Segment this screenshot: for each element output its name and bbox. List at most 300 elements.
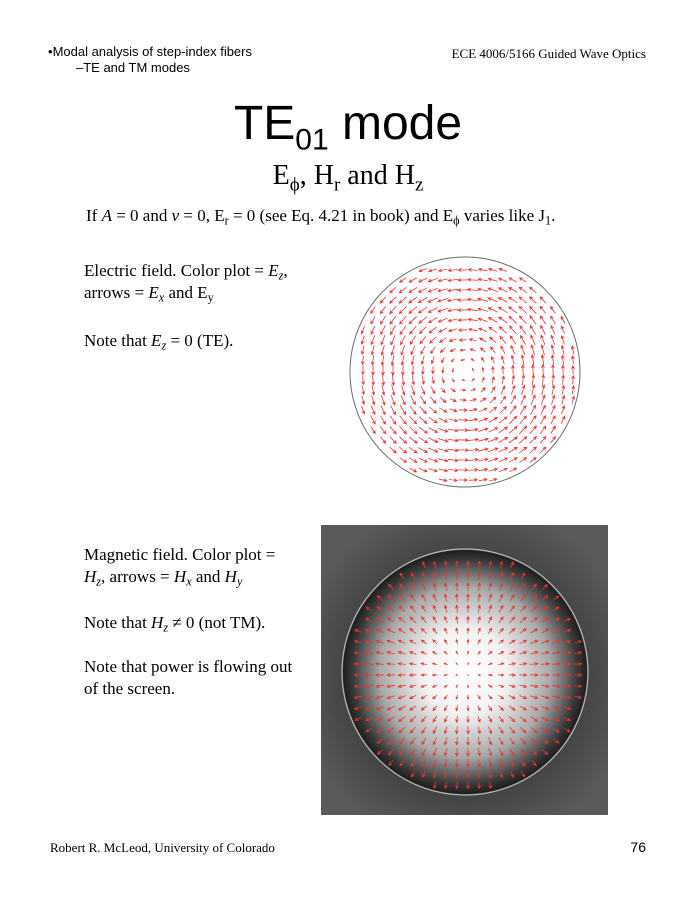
- author-footer: Robert R. McLeod, University of Colorado: [50, 840, 275, 855]
- field-arrow: [541, 365, 544, 375]
- magnetic-line1: Magnetic field. Color plot =: [84, 545, 276, 564]
- magnetic-field-arrows: [354, 561, 581, 788]
- field-arrow: [391, 395, 395, 405]
- field-arrow: [488, 288, 498, 292]
- field-arrow: [469, 328, 477, 331]
- field-arrow: [401, 395, 405, 404]
- field-arrow: [482, 358, 485, 363]
- field-arrow: [530, 405, 535, 414]
- field-arrow: [499, 458, 508, 462]
- field-arrow: [362, 366, 365, 375]
- field-arrow: [521, 395, 526, 404]
- field-arrow: [382, 385, 385, 395]
- field-arrow: [541, 335, 545, 345]
- field-arrow: [499, 268, 507, 271]
- field-arrow: [540, 437, 546, 444]
- field-arrow: [479, 478, 487, 481]
- field-arrow: [499, 317, 507, 323]
- field-arrow: [478, 308, 488, 311]
- field-arrow: [371, 345, 374, 354]
- field-arrow: [450, 399, 456, 402]
- field-arrow: [448, 309, 458, 312]
- field-arrow: [449, 419, 458, 422]
- field-arrow: [520, 316, 527, 324]
- field-arrow: [499, 427, 508, 433]
- field-arrow: [509, 447, 517, 452]
- field-arrow: [452, 378, 454, 381]
- field-arrow: [429, 317, 438, 322]
- field-arrow: [428, 298, 438, 302]
- field-arrow: [459, 339, 466, 342]
- field-arrow: [512, 376, 515, 385]
- field-arrow: [498, 437, 507, 442]
- field-arrow: [531, 365, 534, 375]
- field-arrow: [478, 318, 487, 322]
- field-arrow: [519, 447, 527, 453]
- electric-line2: arrows = $E_x$ and $E_y$: [84, 283, 214, 305]
- field-arrow: [451, 358, 454, 361]
- field-arrow: [399, 437, 406, 444]
- field-arrow: [468, 428, 478, 431]
- field-arrow: [468, 298, 478, 301]
- field-arrow: [459, 479, 467, 482]
- field-arrow: [521, 345, 525, 355]
- field-arrow: [572, 366, 575, 374]
- field-arrow: [440, 398, 446, 403]
- field-arrow: [519, 426, 526, 433]
- field-arrow: [419, 269, 426, 272]
- field-arrow: [490, 337, 496, 343]
- field-arrow: [401, 345, 405, 355]
- field-arrow: [448, 439, 458, 442]
- field-arrow: [530, 297, 537, 303]
- field-arrow: [489, 268, 497, 271]
- field-arrow: [488, 278, 497, 281]
- field-arrow: [551, 437, 556, 443]
- field-arrow: [440, 338, 447, 343]
- field-arrow: [468, 288, 478, 291]
- field-arrow: [520, 278, 527, 282]
- field-arrow: [372, 395, 375, 404]
- field-arrow: [439, 269, 448, 272]
- field-arrow: [442, 367, 445, 373]
- field-arrow: [438, 449, 448, 452]
- field-arrow: [499, 327, 506, 334]
- field-arrow: [461, 389, 466, 391]
- field-arrow: [489, 407, 496, 412]
- field-arrow: [419, 297, 428, 302]
- field-arrow: [481, 348, 486, 352]
- field-arrow: [491, 387, 495, 393]
- field-arrow: [541, 355, 544, 365]
- field-arrow: [471, 389, 476, 391]
- field-arrow: [541, 326, 546, 335]
- field-arrow: [399, 297, 406, 303]
- field-arrow: [371, 316, 375, 324]
- field-arrow: [381, 355, 384, 365]
- field-arrow: [468, 278, 478, 281]
- field-arrow: [371, 427, 375, 434]
- field-arrow: [448, 429, 458, 432]
- field-arrow: [458, 429, 468, 432]
- field-arrow: [551, 307, 556, 314]
- field-arrow: [438, 459, 448, 462]
- field-arrow: [448, 459, 458, 462]
- field-arrow: [498, 448, 507, 453]
- hz-color-map: [343, 550, 587, 794]
- field-arrow: [371, 406, 375, 415]
- field-arrow: [561, 355, 564, 364]
- field-arrow: [561, 346, 564, 355]
- field-arrow: [400, 458, 407, 463]
- field-arrow: [472, 379, 475, 382]
- field-arrow: [429, 469, 437, 472]
- field-arrow: [372, 375, 375, 385]
- field-arrow: [502, 376, 505, 384]
- field-arrow: [509, 437, 517, 443]
- field-arrow: [419, 468, 427, 472]
- field-arrow: [430, 397, 436, 403]
- field-arrow: [380, 297, 385, 303]
- field-arrow: [468, 468, 477, 471]
- field-arrow: [531, 345, 535, 355]
- field-arrow: [410, 326, 417, 334]
- field-arrow: [489, 468, 498, 471]
- field-arrow: [552, 395, 556, 404]
- field-arrow: [421, 366, 424, 374]
- field-arrow: [390, 287, 396, 292]
- field-arrow: [509, 468, 516, 472]
- field-arrow: [361, 356, 364, 365]
- field-arrow: [459, 409, 467, 412]
- field-arrow: [439, 479, 447, 482]
- field-arrow: [451, 389, 456, 392]
- field-arrow: [499, 278, 508, 282]
- field-arrow: [409, 307, 417, 314]
- field-arrow: [449, 409, 457, 412]
- field-arrow: [439, 469, 448, 472]
- field-arrow: [402, 385, 405, 395]
- field-arrow: [400, 406, 405, 415]
- field-arrow: [541, 405, 546, 414]
- field-arrow: [532, 375, 535, 385]
- field-arrow: [442, 377, 444, 382]
- field-arrow: [488, 448, 498, 452]
- field-arrow: [470, 338, 477, 341]
- field-arrow: [460, 349, 466, 352]
- field-arrow: [458, 289, 468, 292]
- field-arrow: [458, 449, 468, 452]
- field-arrow: [462, 379, 465, 380]
- magnetic-note: Note that $H_z \ne 0$ (not TM).: [84, 613, 266, 635]
- field-arrow: [458, 459, 468, 462]
- field-arrow: [519, 287, 527, 292]
- field-arrow: [562, 365, 565, 374]
- field-arrow: [468, 438, 478, 441]
- field-arrow: [540, 306, 546, 313]
- field-arrow: [478, 298, 488, 301]
- field-arrow: [401, 335, 406, 344]
- field-arrow: [401, 365, 404, 375]
- field-arrow: [371, 336, 375, 345]
- field-arrow: [542, 375, 545, 385]
- field-arrow: [488, 438, 498, 442]
- field-arrow: [561, 326, 565, 334]
- field-arrow: [479, 328, 487, 332]
- field-arrow: [431, 347, 436, 354]
- field-arrow: [480, 338, 487, 342]
- field-arrow: [469, 478, 477, 481]
- field-arrow: [469, 268, 478, 271]
- field-arrow: [552, 385, 555, 395]
- field-arrow: [522, 385, 526, 395]
- field-arrow: [468, 448, 478, 451]
- field-arrow: [530, 426, 537, 434]
- field-arrow: [431, 387, 435, 394]
- field-arrow: [428, 438, 438, 443]
- field-arrow: [439, 408, 447, 412]
- field-arrow: [431, 357, 434, 364]
- field-arrow: [419, 307, 428, 313]
- field-arrow: [449, 329, 457, 332]
- field-arrow: [489, 327, 497, 332]
- field-arrow: [488, 428, 497, 433]
- field-arrow: [488, 308, 497, 312]
- field-arrow: [482, 368, 484, 373]
- field-arrow: [500, 407, 507, 414]
- header-topic-line2: –TE and TM modes: [76, 60, 190, 75]
- magnetic-line2: $H_z$, arrows = $H_x$ and $H_y$: [84, 567, 243, 589]
- field-arrow: [401, 355, 404, 365]
- field-arrow: [490, 397, 496, 403]
- field-arrow: [492, 377, 495, 383]
- magnetic-field-plot: [321, 525, 608, 815]
- field-arrow: [458, 419, 467, 422]
- field-arrow: [531, 355, 534, 365]
- field-arrow: [561, 317, 565, 324]
- field-arrow: [521, 365, 524, 375]
- field-arrow: [540, 426, 546, 434]
- field-arrow: [522, 375, 525, 385]
- field-arrow: [478, 448, 488, 451]
- field-arrow: [371, 307, 375, 314]
- field-arrow: [438, 299, 448, 303]
- field-arrow: [448, 319, 457, 322]
- field-arrow: [432, 377, 435, 384]
- field-arrow: [448, 289, 458, 292]
- field-arrow: [449, 479, 457, 482]
- field-arrow: [421, 356, 424, 364]
- field-arrow: [489, 418, 497, 423]
- field-arrow: [381, 416, 386, 424]
- field-arrow: [542, 385, 545, 395]
- field-arrow: [561, 336, 564, 344]
- electric-field-description: [84, 260, 288, 304]
- field-arrow: [551, 426, 556, 433]
- field-arrow: [499, 417, 507, 423]
- field-arrow: [500, 396, 505, 403]
- field-arrow: [361, 346, 364, 355]
- field-arrow: [422, 376, 425, 384]
- field-arrow: [439, 328, 447, 332]
- field-arrow: [551, 335, 555, 344]
- field-arrow: [509, 416, 516, 423]
- field-arrow: [519, 297, 527, 303]
- field-arrow: [392, 385, 395, 395]
- field-arrow: [391, 335, 395, 345]
- field-arrow: [500, 336, 506, 343]
- field-arrow: [429, 269, 437, 272]
- field-arrow: [510, 336, 516, 344]
- field-arrow: [489, 478, 497, 481]
- field-arrow: [409, 297, 417, 303]
- field-arrow: [552, 375, 555, 385]
- field-arrow: [428, 288, 437, 292]
- field-arrow: [380, 437, 385, 444]
- field-arrow: [391, 345, 395, 355]
- field-arrow: [390, 426, 396, 434]
- field-arrow: [479, 268, 488, 271]
- field-arrow: [519, 437, 527, 444]
- field-arrow: [361, 326, 364, 333]
- field-arrow: [460, 399, 466, 402]
- field-arrow: [470, 349, 475, 351]
- slide-subtitle: $E_\phi$, $H_r$ and $H_z$: [272, 160, 424, 196]
- field-arrow: [480, 398, 486, 402]
- field-arrow: [381, 406, 385, 415]
- field-arrow: [501, 346, 505, 354]
- field-arrow: [371, 355, 374, 365]
- field-arrow: [572, 376, 575, 384]
- fiber-core-outline: [350, 257, 580, 487]
- bullet: •: [48, 44, 53, 59]
- field-arrow: [400, 426, 407, 434]
- field-arrow: [531, 395, 535, 405]
- field-arrow: [501, 356, 504, 364]
- field-arrow: [372, 365, 375, 375]
- field-arrow: [530, 447, 537, 453]
- electric-note: Note that $E_z = 0$ (TE).: [84, 331, 234, 353]
- field-arrow: [509, 458, 517, 462]
- field-arrow: [448, 469, 457, 472]
- field-arrow: [478, 468, 487, 471]
- field-arrow: [438, 289, 448, 292]
- field-arrow: [461, 359, 465, 361]
- field-arrow: [468, 458, 478, 461]
- field-arrow: [411, 365, 414, 374]
- field-arrow: [390, 326, 395, 335]
- field-arrow: [540, 447, 546, 453]
- electric-field-plot: [345, 252, 585, 492]
- field-arrow: [411, 396, 416, 405]
- field-arrow: [520, 326, 526, 334]
- field-arrow: [492, 367, 495, 373]
- header-topic-line1: •Modal analysis of step-index fibers: [48, 44, 252, 59]
- field-arrow: [411, 346, 415, 355]
- field-arrow: [478, 288, 488, 291]
- field-arrow: [470, 399, 476, 402]
- field-arrow: [362, 386, 365, 395]
- field-arrow: [458, 299, 468, 302]
- field-arrow: [409, 427, 417, 434]
- field-arrow: [429, 407, 436, 413]
- field-arrow: [409, 288, 417, 293]
- field-arrow: [478, 428, 488, 432]
- field-arrow: [478, 278, 488, 281]
- field-arrow: [390, 316, 396, 324]
- field-arrow: [420, 406, 427, 413]
- field-arrow: [441, 388, 445, 393]
- field-arrow: [521, 355, 524, 365]
- field-arrow: [429, 428, 438, 433]
- field-arrow: [540, 416, 545, 424]
- field-arrow: [391, 355, 394, 365]
- field-arrow: [439, 418, 448, 422]
- field-arrow: [400, 416, 406, 424]
- field-arrow: [382, 375, 385, 385]
- field-arrow: [511, 386, 515, 395]
- field-arrow: [562, 385, 565, 394]
- field-arrow: [419, 288, 428, 293]
- field-arrow: [381, 326, 386, 335]
- field-arrow: [420, 396, 425, 404]
- field-arrow: [420, 336, 426, 344]
- field-arrow: [458, 319, 467, 322]
- field-arrow: [502, 366, 505, 374]
- field-arrow: [419, 437, 428, 442]
- field-arrow: [380, 306, 385, 313]
- field-arrow: [459, 269, 468, 272]
- field-arrow: [371, 326, 375, 334]
- field-arrow: [410, 336, 415, 345]
- field-arrow: [381, 395, 385, 405]
- field-arrow: [530, 437, 537, 444]
- slide-title: $TE_{01}$ mode: [233, 97, 463, 157]
- field-arrow: [519, 458, 526, 463]
- field-arrow: [509, 297, 518, 303]
- field-arrow: [478, 438, 488, 441]
- field-arrow: [362, 406, 365, 414]
- field-arrow: [540, 316, 545, 324]
- field-arrow: [429, 417, 437, 423]
- field-arrow: [481, 388, 485, 392]
- field-arrow: [429, 327, 437, 333]
- field-arrow: [442, 357, 445, 362]
- field-arrow: [488, 458, 497, 462]
- field-arrow: [362, 396, 365, 404]
- field-arrow: [519, 307, 527, 314]
- field-arrow: [391, 365, 394, 375]
- field-arrow: [541, 345, 544, 355]
- field-arrow: [402, 375, 405, 385]
- field-arrow: [509, 427, 517, 434]
- field-arrow: [509, 278, 517, 282]
- field-arrow: [409, 416, 416, 424]
- field-arrow: [458, 469, 467, 472]
- field-arrow: [428, 308, 437, 313]
- field-arrow: [489, 318, 498, 323]
- field-arrow: [520, 416, 527, 424]
- field-arrow: [428, 448, 438, 452]
- field-arrow: [482, 378, 484, 383]
- field-arrow: [372, 385, 375, 395]
- field-arrow: [458, 439, 468, 442]
- field-arrow: [441, 348, 446, 353]
- field-arrow: [381, 335, 385, 344]
- field-arrow: [438, 438, 448, 442]
- field-arrow: [551, 416, 555, 424]
- field-arrow: [430, 337, 436, 343]
